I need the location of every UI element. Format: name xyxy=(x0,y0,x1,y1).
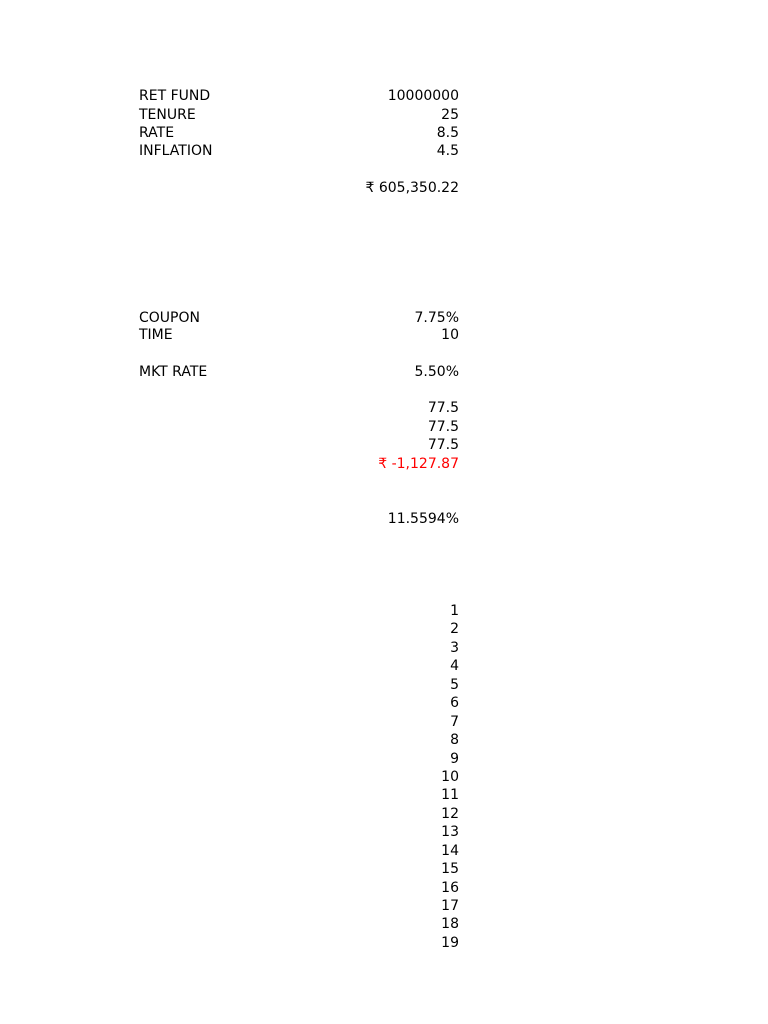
cash-flow-value[interactable]: 77.5 xyxy=(427,419,459,435)
time-row xyxy=(139,326,459,344)
period-number[interactable]: 16 xyxy=(441,879,459,896)
inflation-label[interactable]: INFLATION xyxy=(139,143,213,159)
period-number[interactable]: 18 xyxy=(441,916,459,933)
coupon-value[interactable]: 7.75% xyxy=(414,310,459,326)
period-number[interactable]: 11 xyxy=(441,787,459,804)
tenure-row xyxy=(139,106,459,124)
period-number[interactable]: 8 xyxy=(450,732,459,749)
rate-label[interactable]: RATE xyxy=(139,125,175,141)
coupon-row xyxy=(139,309,459,327)
period-number[interactable]: 6 xyxy=(450,695,459,712)
period-list xyxy=(139,602,459,952)
period-number[interactable]: 1 xyxy=(450,603,459,619)
period-number[interactable]: 19 xyxy=(441,934,459,951)
period-number[interactable]: 2 xyxy=(450,621,459,638)
coupon-label[interactable]: COUPON xyxy=(139,310,200,326)
ret-fund-label[interactable]: RET FUND xyxy=(139,88,211,104)
period-number[interactable]: 17 xyxy=(441,898,459,914)
mkt-rate-row xyxy=(139,363,459,381)
cash-flow-value[interactable]: 77.5 xyxy=(427,437,459,453)
period-number[interactable]: 3 xyxy=(450,639,459,656)
rate-row xyxy=(139,124,459,142)
period-number[interactable]: 10 xyxy=(441,768,459,785)
period-number[interactable]: 7 xyxy=(450,713,459,730)
bond-price-value[interactable]: ₹ -1,127.87 xyxy=(378,456,459,472)
period-number[interactable]: 13 xyxy=(441,824,459,841)
period-number[interactable]: 9 xyxy=(450,750,459,767)
period-number[interactable]: 12 xyxy=(441,805,459,822)
retirement-result-value[interactable]: ₹ 605,350.22 xyxy=(365,180,459,196)
tenure-label[interactable]: TENURE xyxy=(139,107,196,123)
retirement-result-row xyxy=(139,179,459,197)
period-number[interactable]: 15 xyxy=(441,861,459,878)
tenure-value[interactable]: 25 xyxy=(441,107,459,123)
yield-value[interactable]: 11.5594% xyxy=(387,511,459,527)
cash-flow-row xyxy=(139,418,459,436)
ret-fund-row xyxy=(139,87,459,105)
mkt-rate-label[interactable]: MKT RATE xyxy=(139,364,208,380)
cash-flow-row xyxy=(139,399,459,417)
yield-row xyxy=(139,510,459,528)
time-label[interactable]: TIME xyxy=(139,327,173,343)
rate-value[interactable]: 8.5 xyxy=(436,125,459,141)
cash-flow-value[interactable]: 77.5 xyxy=(427,400,459,416)
time-value[interactable]: 10 xyxy=(441,327,459,343)
cash-flow-row xyxy=(139,436,459,454)
period-number[interactable]: 5 xyxy=(450,676,459,693)
mkt-rate-value[interactable]: 5.50% xyxy=(414,364,459,380)
ret-fund-value[interactable]: 10000000 xyxy=(387,88,459,104)
period-number[interactable]: 14 xyxy=(441,842,459,859)
inflation-row xyxy=(139,142,459,160)
bond-price-row xyxy=(139,455,459,473)
period-number[interactable]: 4 xyxy=(450,658,459,675)
inflation-value[interactable]: 4.5 xyxy=(436,143,459,159)
